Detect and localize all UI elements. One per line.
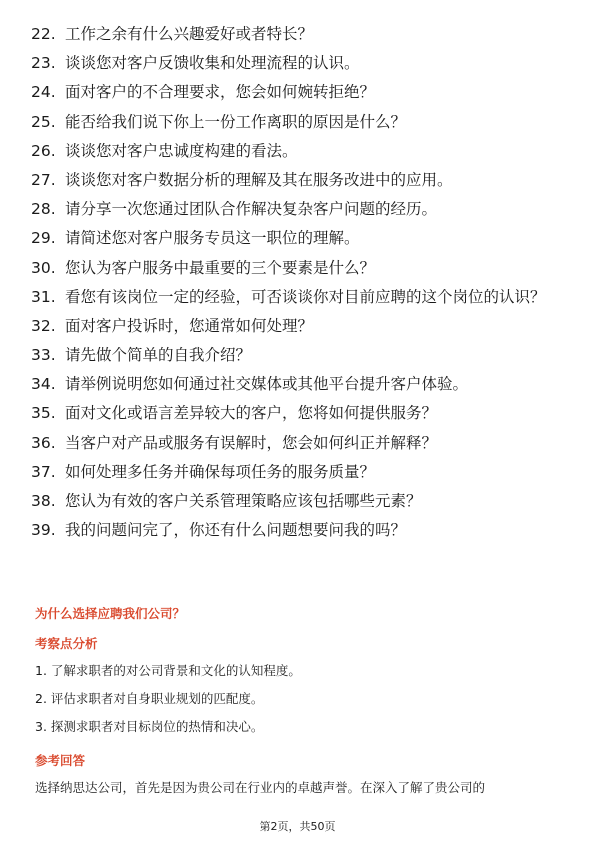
list-item	[31, 52, 561, 74]
list-item	[31, 23, 561, 45]
question-number: 34.	[31, 375, 56, 394]
list-item	[31, 286, 561, 308]
question-text: 面对客户投诉时，您通常如何处理？	[65, 316, 314, 335]
question-number: 29.	[31, 229, 56, 248]
list-item	[31, 315, 561, 337]
question-text: 请先做个简单的自我介绍？	[65, 346, 252, 365]
question-text: 工作之余有什么兴趣爱好或者特长？	[65, 25, 314, 43]
question-text: 您认为有效的客户关系管理策略应该包括哪些元素？	[65, 492, 422, 510]
question-number: 28.	[31, 200, 56, 219]
list-item	[31, 490, 561, 512]
answer-heading: 参考回答	[35, 753, 86, 768]
list-item	[31, 461, 561, 483]
question-text: 能否给我们说下你上一份工作离职的原因是什么？	[65, 112, 407, 131]
list-item	[31, 227, 561, 249]
question-text: 谈谈您对客户数据分析的理解及其在服务改进中的应用。	[65, 170, 453, 189]
list-item	[31, 140, 561, 162]
section-heading: 为什么选择应聘我们公司？	[35, 606, 186, 621]
question-number: 38.	[31, 492, 56, 510]
question-text: 您认为客户服务中最重要的三个要素是什么？	[65, 258, 376, 277]
analysis-point: 3. 探测求职者对目标岗位的热情和决心。	[35, 719, 264, 734]
question-text: 谈谈您对客户反馈收集和处理流程的认识。	[65, 54, 360, 73]
question-number: 23.	[31, 54, 56, 73]
question-number: 24.	[31, 83, 56, 102]
question-text: 我的问题问完了，你还有什么问题想要问我的吗？	[65, 521, 407, 540]
list-item	[31, 373, 561, 395]
question-number: 27.	[31, 170, 56, 189]
list-item	[31, 402, 561, 424]
question-number: 22.	[31, 25, 56, 43]
question-number: 33.	[31, 346, 56, 365]
question-number: 25.	[31, 112, 56, 131]
list-item	[31, 257, 561, 279]
question-number: 35.	[31, 404, 56, 423]
question-text: 谈谈您对客户忠诚度构建的看法。	[65, 141, 298, 160]
list-item	[31, 519, 561, 541]
list-item	[31, 432, 561, 454]
question-text: 如何处理多任务并确保每项任务的服务质量？	[65, 462, 376, 481]
question-number: 31.	[31, 287, 56, 306]
analysis-heading: 考察点分析	[35, 636, 98, 651]
list-item	[31, 198, 561, 220]
question-number: 32.	[31, 316, 56, 335]
list-item	[31, 111, 561, 133]
question-number: 37.	[31, 462, 56, 481]
question-text: 请分享一次您通过团队合作解决复杂客户问题的经历。	[65, 200, 438, 219]
question-number: 30.	[31, 258, 56, 277]
analysis-point: 1. 了解求职者的对公司背景和文化的认知程度。	[35, 663, 301, 678]
answer-paragraph: 选择纳思达公司，首先是因为贵公司在行业内的卓越声誉。在深入了解了贵公司的	[35, 780, 486, 795]
analysis-point: 2. 评估求职者对自身职业规划的匹配度。	[35, 691, 264, 706]
question-text: 面对文化或语言差异较大的客户，您将如何提供服务？	[65, 404, 438, 423]
question-text: 当客户对产品或服务有误解时，您会如何纠正并解释？	[65, 433, 438, 452]
page-footer: 第2页，共50页	[259, 820, 336, 833]
question-text: 面对客户的不合理要求，您会如何婉转拒绝？	[65, 83, 376, 102]
question-number: 36.	[31, 433, 56, 452]
list-item	[31, 81, 561, 103]
question-text: 请简述您对客户服务专员这一职位的理解。	[65, 229, 360, 248]
list-item	[31, 344, 561, 366]
list-item	[31, 169, 561, 191]
question-number: 39.	[31, 521, 56, 540]
question-list	[31, 23, 561, 548]
question-number: 26.	[31, 141, 56, 160]
question-text: 请举例说明您如何通过社交媒体或其他平台提升客户体验。	[65, 375, 469, 394]
question-text: 看您有该岗位一定的经验，可否谈谈你对目前应聘的这个岗位的认识？	[65, 287, 546, 306]
